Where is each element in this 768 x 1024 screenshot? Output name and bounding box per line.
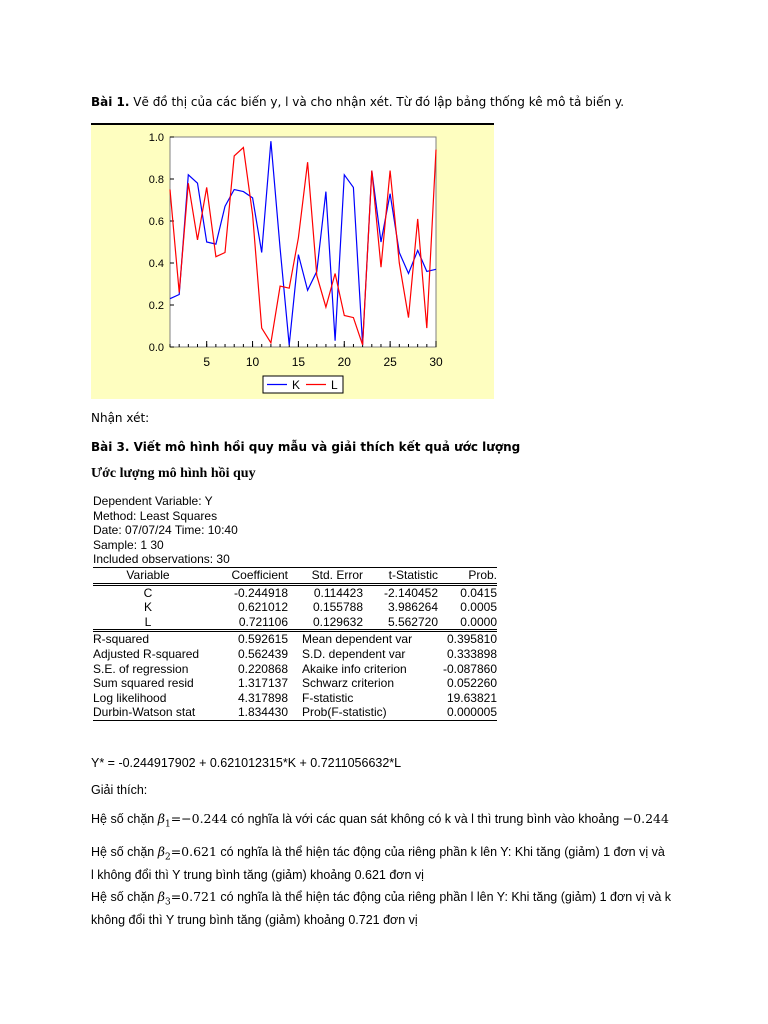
- bai1-heading: [91, 94, 624, 110]
- table-row: [93, 676, 497, 691]
- col-header: Std. Error: [311, 567, 363, 582]
- table-row: [93, 662, 497, 677]
- chart-panel: [91, 123, 494, 399]
- beta1-eq: =−0.244: [170, 811, 228, 826]
- beta2-rest: có nghĩa là thể hiện tác động của riêng phần k lên Y: Khi tăng (giảm) 1 đơn vị và: [216, 845, 665, 859]
- col-header: Prob.: [468, 567, 497, 582]
- beta1-rest: có nghĩa là với các quan sát không có k và l thì trung bình vào khoảng: [227, 812, 623, 826]
- cell: -0.087860: [442, 661, 497, 676]
- cell: 5.562720: [387, 614, 438, 629]
- y-tick-label: 0.2: [148, 300, 164, 312]
- ev-header-line: Included observations: 30: [93, 552, 230, 567]
- cell: Akaike info criterion: [302, 661, 407, 676]
- beta3-rest: có nghĩa là thể hiện tác động của riêng phần l lên Y: Khi tăng (giảm) 1 đơn vị và k: [216, 890, 672, 904]
- x-tick-label: 10: [245, 355, 260, 369]
- cell: L: [144, 614, 152, 629]
- cell: 0.000005: [446, 705, 497, 720]
- cell: 4.317898: [237, 690, 288, 705]
- cell: 0.052260: [446, 676, 497, 691]
- beta2-subscript: 2: [164, 852, 171, 863]
- plot-area: [170, 137, 436, 347]
- cell: 19.63821: [446, 690, 497, 705]
- beta1-val: −0.244: [622, 811, 669, 826]
- col-header: Coefficient: [231, 567, 288, 582]
- bai3-heading: Bài 3. Viết mô hình hồi quy mẫu và giải thích kết quả ước lượng: [91, 440, 521, 454]
- cell: F-statistic: [302, 690, 354, 705]
- ev-header-line: Dependent Variable: Y: [93, 494, 213, 508]
- cell: Sum squared resid: [93, 676, 194, 691]
- legend-label: L: [331, 378, 338, 392]
- beta2-eq: =0.621: [170, 844, 217, 859]
- cell: R-squared: [93, 632, 150, 647]
- cell: 0.220868: [237, 661, 288, 676]
- cell: 0.621012: [237, 600, 288, 615]
- cell: 0.333898: [446, 646, 497, 661]
- table-row: [93, 691, 497, 706]
- cell: Schwarz criterion: [302, 676, 395, 691]
- beta1-subscript: 1: [164, 819, 171, 830]
- cell: K: [143, 600, 152, 615]
- cell: 0.114423: [313, 585, 363, 600]
- cell: C: [143, 585, 153, 600]
- x-tick-label: 30: [429, 355, 443, 369]
- cell: Mean dependent var: [302, 632, 413, 647]
- y-tick-label: 0.0: [148, 342, 164, 354]
- y-tick-label: 0.8: [148, 174, 164, 186]
- cell: 0.395810: [446, 632, 497, 647]
- cell: Log likelihood: [93, 690, 167, 705]
- stats-table: [93, 632, 497, 721]
- table-row: [93, 632, 497, 647]
- cell: Durbin-Watson stat: [93, 705, 196, 720]
- giai-thich: Giải thích:: [91, 783, 148, 797]
- cell: 0.129632: [312, 614, 363, 629]
- ev-header-line: Sample: 1 30: [93, 537, 164, 552]
- line-chart: [91, 125, 494, 399]
- cell: -0.244918: [233, 585, 288, 600]
- cell: S.D. dependent var: [302, 646, 406, 661]
- bai1-label: Bài 1.: [91, 95, 130, 109]
- beta3-eq: =0.721: [170, 889, 217, 904]
- table-row: [93, 615, 497, 631]
- y-tick-label: 1.0: [148, 132, 164, 144]
- col-header: Variable: [126, 567, 170, 582]
- nhan-xet: Nhận xét:: [91, 411, 150, 425]
- eviews-output: [93, 494, 497, 721]
- cell: -2.140452: [383, 585, 438, 600]
- cell: 0.721106: [238, 614, 288, 629]
- x-tick-label: 25: [383, 355, 397, 369]
- table-row: [93, 647, 497, 662]
- regression-equation: Y* = -0.244917902 + 0.621012315*K + 0.7211056632*L: [91, 756, 402, 770]
- cell: 1.834430: [237, 705, 288, 720]
- y-tick-label: 0.4: [148, 258, 164, 270]
- cell: 0.592615: [237, 632, 288, 647]
- table-row: [93, 600, 497, 615]
- bai1-text: Vẽ đồ thị của các biến y, l và cho nhận xét. Từ đó lập bảng thống kê mô tả biến y.: [133, 95, 625, 109]
- beta2-line2: l không đổi thì Y trung bình tăng (giảm) khoảng 0.621 đơn vị: [91, 867, 424, 882]
- beta3-paragraph: [91, 888, 671, 929]
- col-header: t-Statistic: [388, 567, 438, 582]
- coef-table: [93, 567, 497, 632]
- beta2-prefix: Hệ số chặn: [91, 845, 158, 859]
- section-title: Ước lượng mô hình hồi quy: [91, 466, 256, 481]
- beta2-symbol: β: [157, 844, 165, 859]
- x-tick-label: 20: [337, 355, 351, 369]
- table-row: [93, 584, 497, 600]
- beta1-paragraph: [91, 810, 669, 834]
- x-tick-label: 5: [203, 355, 211, 369]
- y-tick-label: 0.6: [148, 216, 164, 228]
- x-tick-label: 15: [291, 355, 306, 369]
- cell: 3.986264: [387, 600, 438, 615]
- cell: S.E. of regression: [93, 661, 189, 676]
- cell: 0.155788: [312, 600, 363, 615]
- beta3-line2: không đổi thì Y trung bình tăng (giảm) khoảng 0.721 đơn vị: [91, 912, 418, 927]
- cell: 1.317137: [237, 676, 288, 691]
- table-row: [93, 705, 497, 720]
- cell: Prob(F-statistic): [302, 705, 387, 720]
- beta3-symbol: β: [157, 889, 165, 904]
- beta1-prefix: Hệ số chặn: [91, 812, 158, 826]
- ev-header-line: Date: 07/07/24 Time: 10:40: [93, 523, 238, 538]
- coef-header-row: [93, 567, 497, 584]
- ev-header-line: Method: Least Squares: [93, 508, 218, 523]
- beta3-prefix: Hệ số chặn: [91, 890, 158, 904]
- legend-label: K: [292, 378, 301, 392]
- cell: 0.0005: [460, 600, 497, 615]
- cell: 0.0000: [460, 614, 497, 629]
- beta1-symbol: β: [157, 811, 165, 826]
- beta2-paragraph: [91, 843, 665, 884]
- cell: 0.0415: [460, 585, 497, 600]
- cell: Adjusted R-squared: [93, 646, 200, 661]
- cell: 0.562439: [237, 646, 288, 661]
- beta3-subscript: 3: [164, 897, 171, 908]
